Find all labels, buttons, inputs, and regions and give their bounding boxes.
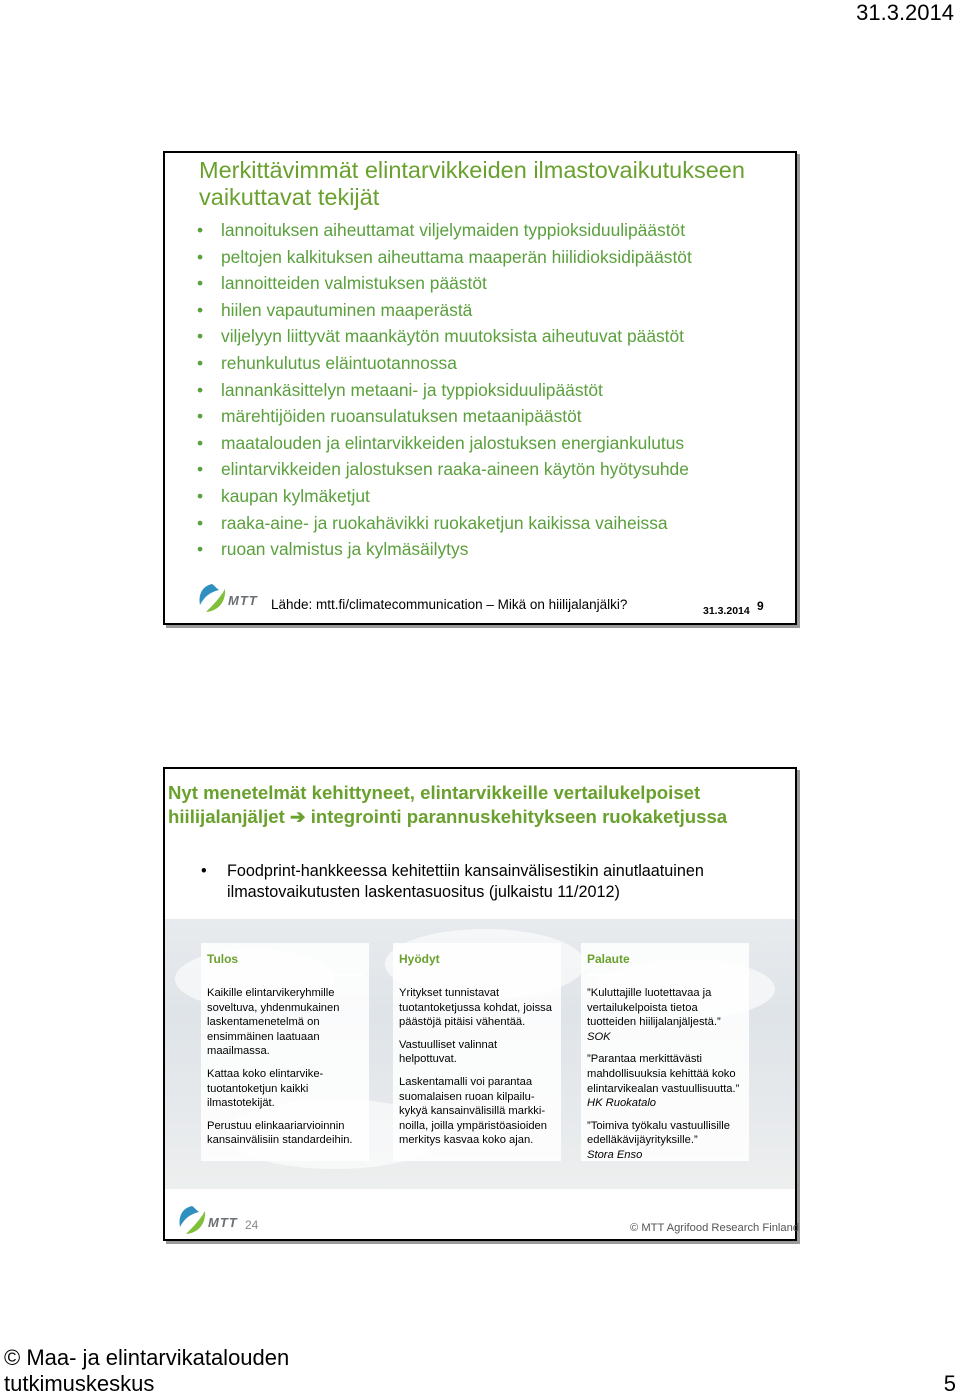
mtt-logo (195, 581, 265, 615)
slide2-bullet: • Foodprint-hankkeessa kehitettiin kansainvälisestikin ainutlaatuinen ilmastovaikutusten laskentasuositus (julkaistu 11/2012) (201, 861, 761, 903)
leaf-logo-icon (195, 581, 229, 615)
slide1-bullet-list (195, 217, 785, 563)
list-item: • lannankäsittelyn metaani- ja typpioksiduulipäästöt (195, 377, 785, 404)
logo-wordmark: MTT (228, 593, 258, 608)
quote-source: Stora Enso (587, 1148, 643, 1161)
slide2-title (168, 781, 788, 828)
list-item: • rehunkulutus eläintuotannossa (195, 350, 785, 377)
arrow-right-icon: ➔ (289, 805, 306, 827)
panel-text: Vastuulliset valinnat helpottuvat. (399, 1038, 498, 1066)
panel-feedback (581, 943, 749, 1161)
list-item: • elintarvikkeiden jalostuksen raaka-aineen käytön hyötysuhde (195, 456, 785, 483)
list-item: • maatalouden ja elintarvikkeiden jalostuksen energiankulutus (195, 430, 785, 457)
panel-text: Kattaa koko elintarvike-tuotantoketjun kaikki ilmastotekijät. (207, 1067, 324, 1110)
slide-foodprint (163, 767, 800, 1241)
slide2-title-line1: Nyt menetelmät kehittyneet, elintarvikkeille vertailukelpoiset (168, 782, 701, 803)
list-item: • viljelyyn liittyvät maankäytön muutoksista aiheutuvat päästöt (195, 323, 785, 350)
list-item: • märehtijöiden ruoansulatuksen metaanipäästöt (195, 403, 785, 430)
copyright: © MTT Agrifood Research Finland (630, 1222, 800, 1234)
slide1-date: 31.3.2014 (703, 605, 750, 617)
list-item: • hiilen vapautuminen maaperästä (195, 297, 785, 324)
slide1-number: 9 (757, 599, 764, 613)
panel-benefits (393, 943, 561, 1161)
quote-text: ”Parantaa merkittävästi mahdollisuuksia kehittää koko elintarvikealan vastuullisuutta.” (587, 1053, 740, 1095)
page-footer (4, 1345, 289, 1397)
panel-text: Kaikille elintarvikeryhmille soveltuva, yhdenmukainen laskentamenetelmä on ensimmäinen laatuaan maailmassa. (207, 987, 340, 1058)
page-date: 31.3.2014 (856, 0, 954, 25)
leaf-logo-icon (175, 1203, 209, 1237)
slide-climate-factors (163, 151, 797, 625)
quote-source: SOK (587, 1030, 611, 1043)
mtt-logo (175, 1203, 245, 1237)
panel-text: Laskentamalli voi parantaa suomalaisen ruoan kilpailu-kykyä kansainvälisillä markki-noilla, joilla ympäristöasioiden merkitys kasvaa koko ajan. (399, 1075, 547, 1147)
footer-line2: tutkimuskeskus (4, 1371, 155, 1396)
quote-text: ”Toimiva työkalu vastuullisille edelläkävijäyrityksille.” (587, 1119, 730, 1147)
panel-heading: Hyödyt (399, 949, 555, 976)
quote-text: ”Kuluttajille luotettavaa ja vertailukelpoista tietoa tuotteiden hiilijalanjäljestä.” (587, 987, 721, 1029)
list-item: • lannoitteiden valmistuksen päästöt (195, 270, 785, 297)
quote-source: HK Ruokatalo (587, 1097, 657, 1110)
slide1-title: Merkittävimmät elintarvikkeiden ilmastovaikutukseen vaikuttavat tekijät (199, 157, 745, 210)
slide2-number: 24 (245, 1218, 259, 1232)
panel-heading: Tulos (207, 949, 363, 976)
list-item: • peltojen kalkituksen aiheuttama maaperän hiilidioksidipäästöt (195, 244, 785, 271)
source-citation: Lähde: mtt.fi/climatecommunication – Mikä on hiilijalanjälki? (271, 597, 628, 612)
logo-wordmark: MTT (208, 1215, 238, 1230)
list-item: • kaupan kylmäketjut (195, 483, 785, 510)
list-item: • raaka-aine- ja ruokahävikki ruokaketjun kaikissa vaiheissa (195, 510, 785, 537)
footer-line1: © Maa- ja elintarvikatalouden (4, 1345, 290, 1370)
slide2-title-line2a: hiilijalanjäljet (168, 805, 285, 827)
slide2-title-line2b: integrointi parannuskehitykseen ruokaketjussa (310, 805, 728, 827)
list-item: • lannoituksen aiheuttamat viljelymaiden typpioksiduulipäästöt (195, 217, 785, 244)
panel-text: Yritykset tunnistavat tuotantoketjussa kohdat, joissa päästöjä pitäisi vähentää. (399, 987, 552, 1029)
panel-heading: Palaute (587, 949, 743, 976)
panel-result (201, 943, 369, 1161)
panel-text: Perustuu elinkaariarvioinnin kansainvälisiin standardeihin. (207, 1119, 353, 1147)
page-number: 5 (943, 1371, 956, 1396)
list-item: • ruoan valmistus ja kylmäsäilytys (195, 536, 785, 563)
